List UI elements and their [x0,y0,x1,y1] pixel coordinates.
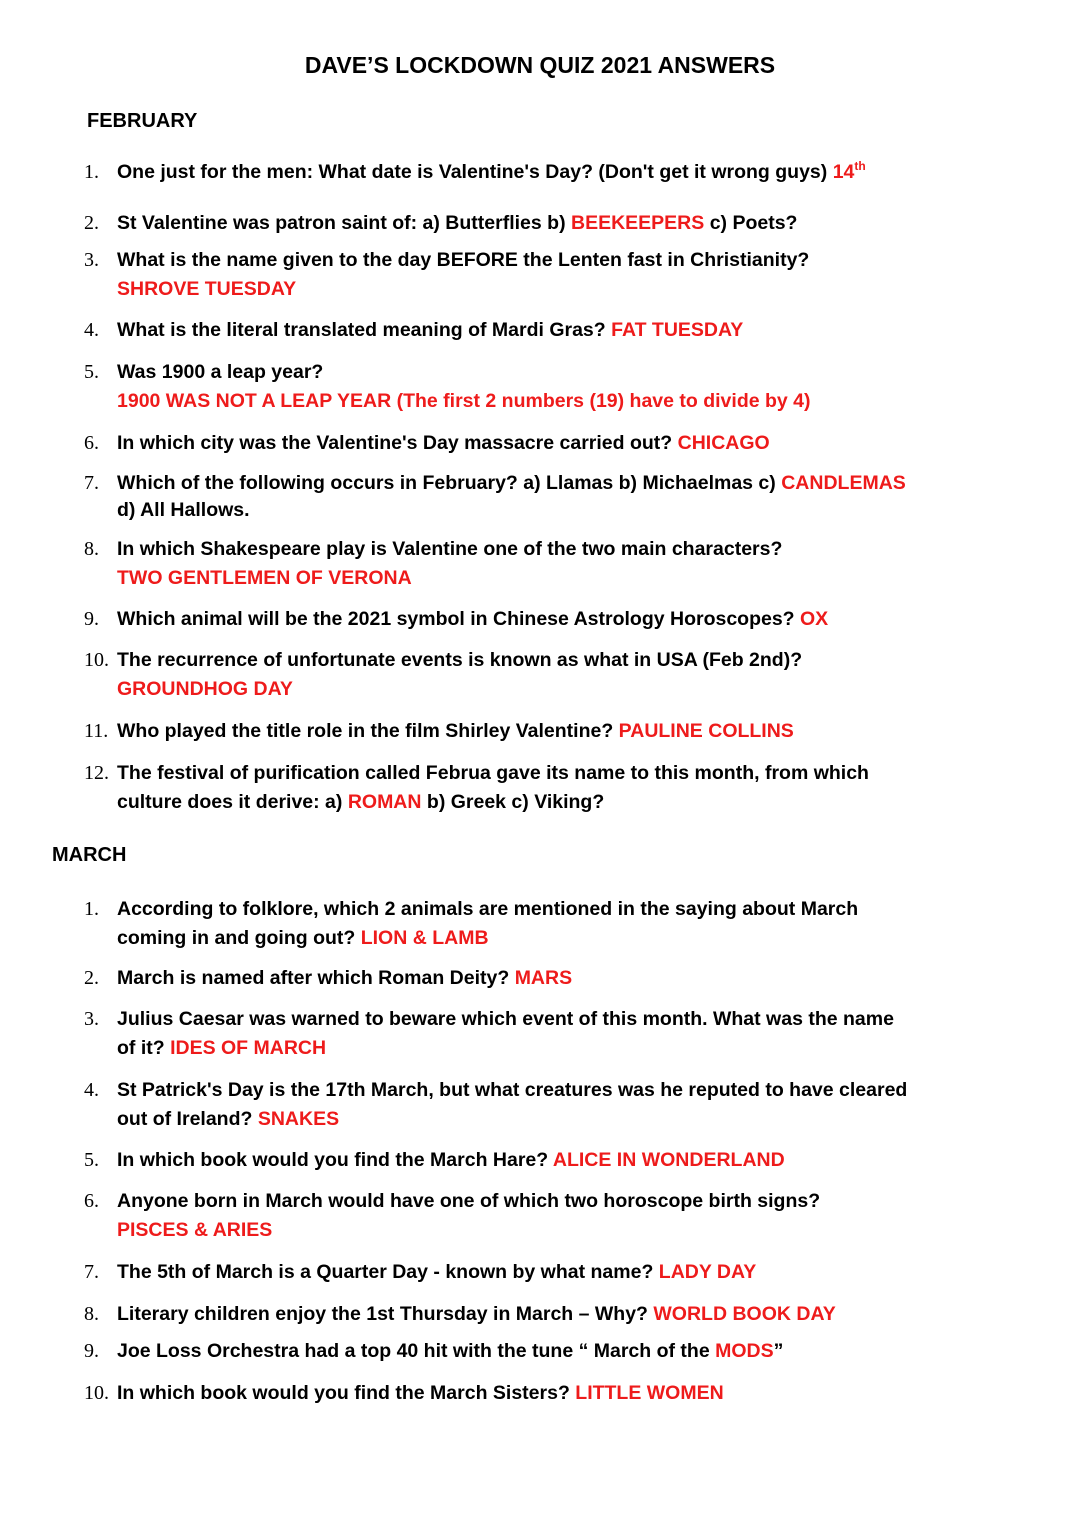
question-text: What is the literal translated meaning of Mardi Gras? [117,319,612,341]
answer-text: BEEKEEPERS [570,212,705,234]
answer-text: LITTLE WOMEN [575,1382,724,1404]
question-text: Anyone born in March would have one of which two horoscope birth signs? [117,1190,821,1212]
question-text: In which Shakespeare play is Valentine one of the two main characters? [117,538,783,560]
question-item [84,964,1024,993]
question-number: 2. [84,212,99,234]
question-item [84,1076,1024,1134]
section-heading-february: FEBRUARY [87,110,198,132]
question-number: 8. [84,538,99,560]
question-text-cont: coming in and going out? [117,927,361,949]
answer-text: PAULINE COLLINS [618,720,794,742]
answer-text: CANDLEMAS [781,472,906,494]
question-text: Which animal will be the 2021 symbol in Chinese Astrology Horoscopes? [117,608,801,630]
question-item [84,429,1024,458]
question-text: St Patrick's Day is the 17th March, but what creatures was he reputed to have cleared [117,1079,908,1101]
question-number: 4. [84,1079,99,1101]
question-text: According to folklore, which 2 animals are mentioned in the saying about March [117,898,859,920]
answer-text: TWO GENTLEMEN OF VERONA [117,567,412,589]
question-number: 3. [84,249,99,271]
question-text: What is the name given to the day BEFORE the Lenten fast in Christianity? [117,249,810,271]
question-text-cont: of it? [117,1037,171,1059]
question-number: 1. [84,898,99,920]
answer-text: GROUNDHOG DAY [117,678,293,700]
question-number: 10. [84,649,109,671]
question-item [84,358,1024,416]
answer-text: ROMAN [347,791,422,813]
question-item [84,470,1024,524]
answer-text: SHROVE TUESDAY [117,278,297,300]
question-number: 9. [84,608,99,630]
question-item [84,895,1024,953]
question-text: The 5th of March is a Quarter Day - known by what name? [117,1261,659,1283]
question-number: 6. [84,432,99,454]
question-item [84,535,1024,593]
answer-text: ALICE IN WONDERLAND [552,1149,785,1171]
question-text: Literary children enjoy the 1st Thursday in March – Why? [117,1303,654,1325]
question-item [84,158,1024,187]
question-text-cont: out of Ireland? [117,1108,258,1130]
answer-text: FAT TUESDAY [611,319,744,341]
question-item [84,246,1024,304]
question-number: 6. [84,1190,99,1212]
question-text: In which book would you find the March Hare? [117,1149,553,1171]
question-number: 12. [84,762,109,784]
question-number: 7. [84,1261,99,1283]
question-item [84,209,1024,238]
question-item [84,1146,1024,1175]
answer-text: MODS [715,1340,774,1362]
answer-text: IDES OF MARCH [170,1037,327,1059]
question-text: St Valentine was patron saint of: a) Butterflies b) [117,212,571,234]
question-item [84,646,1024,704]
question-number: 7. [84,472,99,494]
question-text: Julius Caesar was warned to beware which event of this month. What was the name [117,1008,894,1030]
question-text-end: c) Poets? [704,212,798,234]
question-text: The recurrence of unfortunate events is known as what in USA (Feb 2nd)? [117,649,803,671]
question-number: 8. [84,1303,99,1325]
section-heading-march: MARCH [52,844,127,866]
answer-text: 14 [832,161,855,183]
question-number: 2. [84,967,99,989]
question-number: 11. [84,720,109,742]
question-text: Joe Loss Orchestra had a top 40 hit with the tune “ March of the [117,1340,716,1362]
answer-text: MARS [514,967,573,989]
answer-text: 1900 WAS NOT A LEAP YEAR (The first 2 numbers (19) have to divide by 4) [117,390,811,412]
question-item [84,759,1024,817]
question-item [84,1379,1024,1408]
question-text: The festival of purification called Februa gave its name to this month, from which [117,762,869,784]
question-item [84,1258,1024,1287]
question-text: March is named after which Roman Deity? [117,967,515,989]
answer-text: SNAKES [257,1108,340,1130]
question-text: One just for the men: What date is Valentine's Day? (Don't get it wrong guys) [117,161,833,183]
question-text: Who played the title role in the film Shirley Valentine? [117,720,619,742]
answer-superscript: th [854,158,866,173]
question-number: 10. [84,1382,109,1404]
question-text: In which city was the Valentine's Day massacre carried out? [117,432,678,454]
answer-text: PISCES & ARIES [117,1219,273,1241]
question-number: 5. [84,1149,99,1171]
answer-text: OX [800,608,829,630]
question-number: 9. [84,1340,99,1362]
question-item [84,605,1024,634]
answer-text: LADY DAY [658,1261,757,1283]
answer-text: LION & LAMB [360,927,489,949]
question-item [84,316,1024,345]
question-number: 4. [84,319,99,341]
question-text-end: b) Greek c) Viking? [421,791,605,813]
question-text: Which of the following occurs in February? a) Llamas b) Michaelmas c) [117,472,782,494]
question-item [84,1337,1024,1366]
answer-text: WORLD BOOK DAY [653,1303,836,1325]
question-text-end: ” [773,1340,784,1362]
page-title: DAVE’S LOCKDOWN QUIZ 2021 ANSWERS [304,52,776,78]
question-item [84,1005,1024,1063]
question-number: 3. [84,1008,99,1030]
question-text-cont: culture does it derive: a) [117,791,348,813]
answer-text: CHICAGO [677,432,770,454]
question-number: 1. [84,161,99,183]
question-text-end: d) All Hallows. [117,499,250,521]
question-item [84,1187,1024,1245]
question-number: 5. [84,361,99,383]
question-text: Was 1900 a leap year? [117,361,324,383]
question-item [84,1300,1024,1329]
question-text: In which book would you find the March Sisters? [117,1382,576,1404]
question-item [84,717,1024,746]
